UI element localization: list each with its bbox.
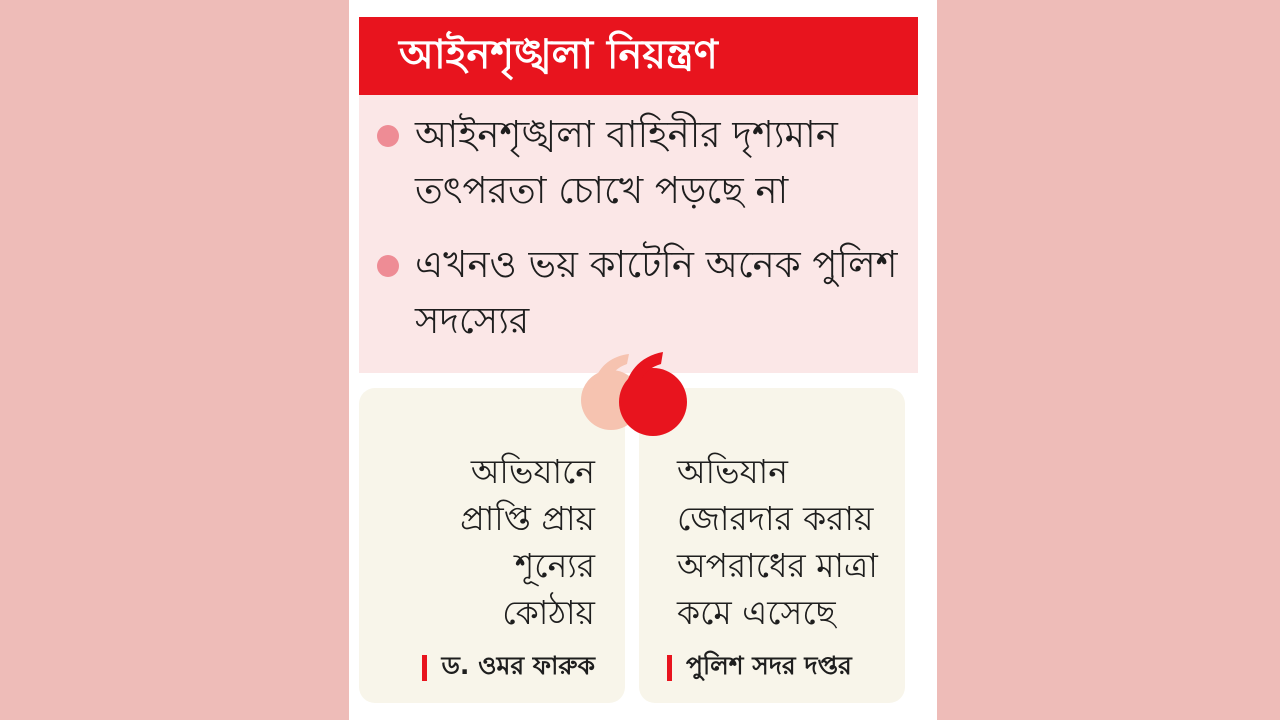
bullet-text: এখনও ভয় কাটেনি অনেক পুলিশ সদস্যের (415, 243, 898, 342)
attribution-name: পুলিশ সদর দপ্তর (686, 651, 852, 680)
bullet-list (359, 95, 918, 373)
attribution-name: ড. ওমর ফারুক (441, 651, 595, 680)
bullet-dot-icon (377, 255, 399, 277)
bullet-dot-icon (377, 125, 399, 147)
header-title: আইনশৃঙ্খলা নিয়ন্ত্রণ (399, 31, 718, 78)
attribution-bar (422, 655, 427, 681)
quote-attribution (667, 646, 852, 689)
quote-mark-right-icon (619, 352, 687, 436)
infographic-card (349, 0, 937, 720)
quote-text: অভিযান জোরদার করায় অপরাধের মাত্রা কমে এসেছে (677, 452, 878, 632)
quote-mark-icon (581, 350, 691, 445)
quote-text: অভিযানে প্রাপ্তি প্রায় শূন্যের কোঠায় (460, 452, 595, 632)
attribution-bar (667, 655, 672, 681)
quote-attribution (422, 646, 595, 689)
header-banner (359, 17, 918, 95)
bullet-text: আইনশৃঙ্খলা বাহিনীর দৃশ্যমান তৎপরতা চোখে পড়ছে না (415, 113, 838, 212)
